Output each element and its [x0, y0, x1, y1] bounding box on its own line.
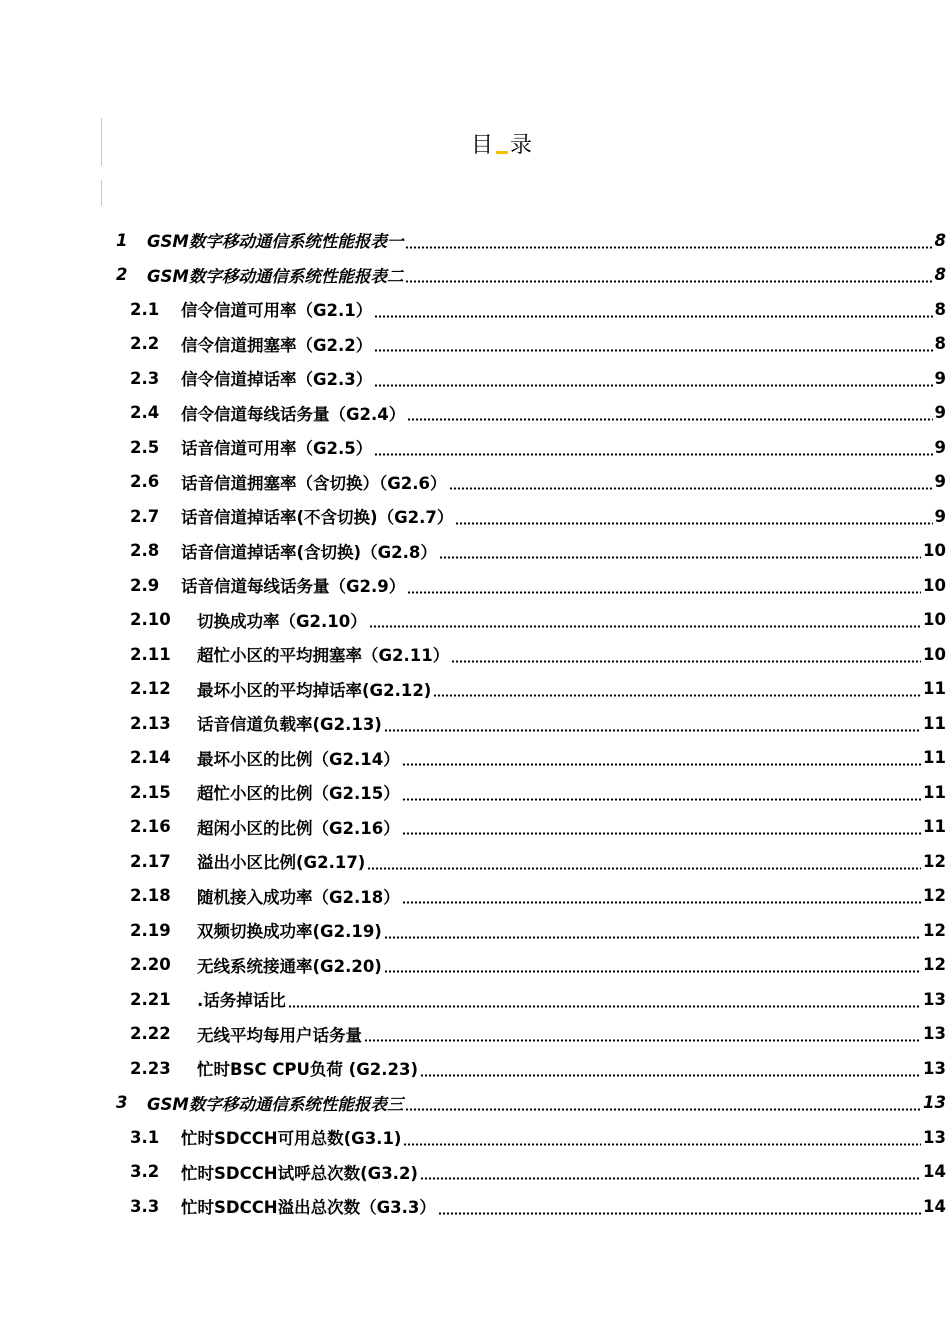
toc-entry-number: 2.10 [130, 610, 171, 630]
toc-dot-leader [384, 936, 921, 939]
toc-entry-number: 2.14 [130, 748, 171, 768]
toc-entry-title: 话音信道可用率（G2.5） [181, 439, 373, 459]
toc-dot-leader [374, 453, 932, 456]
toc-entry-number: 2.15 [130, 782, 171, 802]
toc-entry-title: 话音信道掉话率(不含切换)（G2.7） [181, 508, 454, 528]
toc-entry-page: 9 [934, 506, 946, 526]
toc-entry-number: 2.1 [130, 299, 160, 319]
toc-entry-number: 2.16 [130, 817, 171, 837]
toc-entry[interactable] [0, 499, 950, 534]
toc-dot-leader [402, 798, 921, 801]
toc-entry-page: 14 [923, 1196, 946, 1216]
toc-dot-leader [438, 1212, 921, 1215]
page-title-left: 目 [470, 133, 494, 158]
toc-entry-title: 无线平均每用户话务量 [197, 1025, 362, 1045]
toc-entry[interactable] [0, 637, 950, 672]
toc-dot-leader [374, 384, 932, 387]
toc-dot-leader [384, 970, 921, 973]
toc-entry-title: 忙时SDCCH可用总数(G3.1) [181, 1129, 402, 1149]
toc-entry-title: 忙时BSC CPU负荷 (G2.23) [197, 1060, 418, 1080]
toc-entry-page: 14 [923, 1162, 946, 1182]
toc-entry-page: 12 [923, 955, 946, 975]
toc-entry-title: 最坏小区的平均掉话率(G2.12) [197, 680, 432, 700]
toc-dot-leader [403, 1143, 921, 1146]
toc-dot-leader [455, 522, 932, 525]
toc-entry-number: 2.3 [130, 368, 160, 388]
toc-entry-title: 信令信道拥塞率（G2.2） [181, 335, 373, 355]
toc-entry-title: 溢出小区比例(G2.17) [197, 853, 366, 873]
toc-entry-number: 2.8 [130, 541, 160, 561]
toc-entry-number: 2.18 [130, 886, 171, 906]
table-of-contents [0, 223, 950, 1224]
toc-entry[interactable] [0, 844, 950, 879]
toc-entry[interactable] [0, 396, 950, 431]
toc-dot-leader [420, 1074, 921, 1077]
toc-entry-page: 13 [923, 989, 946, 1009]
toc-entry-title: GSM数字移动通信系统性能报表三 [147, 1094, 404, 1114]
toc-entry-title: 话音信道拥塞率（含切换）（G2.6） [181, 473, 447, 493]
toc-entry-title: 最坏小区的比例（G2.14） [197, 749, 400, 769]
toc-entry-number: 2.20 [130, 955, 171, 975]
toc-entry-page: 10 [923, 541, 946, 561]
toc-entry-number: 2.22 [130, 1024, 171, 1044]
toc-dot-leader [402, 763, 921, 766]
toc-entry-page: 12 [923, 886, 946, 906]
toc-entry-number: 3.3 [130, 1196, 160, 1216]
toc-entry-page: 8 [934, 230, 946, 250]
toc-entry-number: 2.7 [130, 506, 160, 526]
toc-dot-leader [407, 591, 921, 594]
toc-entry-page: 13 [923, 1024, 946, 1044]
toc-entry[interactable] [0, 1051, 950, 1086]
toc-entry[interactable] [0, 327, 950, 362]
toc-entry-page: 9 [934, 472, 946, 492]
toc-dot-leader [405, 1108, 921, 1111]
toc-entry-title: 话音信道掉话率(含切换)（G2.8） [181, 542, 437, 562]
margin-mark-bottom [101, 180, 102, 206]
toc-entry-page: 13 [923, 1127, 946, 1147]
toc-entry-number: 2.4 [130, 403, 160, 423]
toc-entry-title: 话音信道每线话务量（G2.9） [181, 577, 406, 597]
toc-entry-number: 2.5 [130, 437, 160, 457]
toc-entry-number: 2.23 [130, 1058, 171, 1078]
toc-entry[interactable] [0, 568, 950, 603]
toc-entry[interactable] [0, 603, 950, 638]
toc-entry-title: GSM数字移动通信系统性能报表二 [147, 266, 404, 286]
toc-entry-title: 超忙小区的平均拥塞率（G2.11） [197, 646, 450, 666]
toc-entry-number: 1 [116, 230, 128, 250]
toc-entry-number: 2 [116, 265, 128, 285]
toc-entry[interactable] [0, 361, 950, 396]
toc-entry-title: 忙时SDCCH溢出总次数（G3.3） [181, 1198, 436, 1218]
toc-entry-page: 9 [934, 403, 946, 423]
toc-entry-number: 2.12 [130, 679, 171, 699]
toc-entry-number: 3 [116, 1093, 128, 1113]
toc-entry-title: GSM数字移动通信系统性能报表一 [147, 232, 404, 252]
toc-entry[interactable] [0, 534, 950, 569]
toc-entry-number: 2.9 [130, 575, 160, 595]
toc-dot-leader [364, 1039, 921, 1042]
toc-entry-page: 11 [923, 748, 946, 768]
toc-entry-page: 11 [923, 782, 946, 802]
toc-dot-leader [384, 729, 921, 732]
page-title-right: 录 [510, 133, 534, 158]
toc-entry-title: 话音信道负载率(G2.13) [197, 715, 382, 735]
toc-entry[interactable] [0, 292, 950, 327]
toc-entry-page: 11 [923, 679, 946, 699]
toc-dot-leader [374, 315, 932, 318]
toc-dot-leader [374, 349, 932, 352]
toc-dot-leader [451, 660, 921, 663]
toc-entry-page: 11 [923, 713, 946, 733]
toc-entry-page: 13 [923, 1058, 946, 1078]
toc-entry-page: 12 [923, 851, 946, 871]
toc-entry[interactable] [0, 1189, 950, 1224]
toc-entry[interactable] [0, 223, 950, 258]
toc-entry-title: 信令信道掉话率（G2.3） [181, 370, 373, 390]
toc-entry[interactable] [0, 1086, 950, 1121]
toc-entry-title: 切换成功率（G2.10） [197, 611, 367, 631]
toc-dot-leader [405, 280, 932, 283]
toc-entry-title: 双频切换成功率(G2.19) [197, 922, 382, 942]
toc-entry-number: 3.1 [130, 1127, 160, 1147]
toc-entry-number: 2.17 [130, 851, 171, 871]
toc-dot-leader [439, 556, 921, 559]
toc-dot-leader [402, 901, 921, 904]
toc-entry-page: 10 [923, 644, 946, 664]
toc-entry-number: 2.19 [130, 920, 171, 940]
toc-dot-leader [288, 1005, 921, 1008]
toc-entry-page: 10 [923, 575, 946, 595]
toc-entry-number: 2.21 [130, 989, 171, 1009]
toc-entry[interactable] [0, 775, 950, 810]
toc-entry-title: 超闲小区的比例（G2.16） [197, 818, 400, 838]
title-separator [496, 137, 508, 154]
toc-entry-title: 信令信道每线话务量（G2.4） [181, 404, 406, 424]
toc-entry-number: 2.11 [130, 644, 171, 664]
toc-entry-number: 2.13 [130, 713, 171, 733]
toc-entry-page: 12 [923, 920, 946, 940]
toc-entry[interactable] [0, 706, 950, 741]
page-title [0, 128, 950, 159]
toc-entry[interactable] [0, 913, 950, 948]
toc-entry[interactable] [0, 982, 950, 1017]
toc-entry-number: 2.2 [130, 334, 160, 354]
toc-dot-leader [402, 832, 921, 835]
toc-entry-page: 8 [934, 265, 946, 285]
toc-entry-page: 9 [934, 368, 946, 388]
toc-dot-leader [449, 487, 933, 490]
toc-entry-page: 8 [934, 299, 946, 319]
toc-dot-leader [367, 867, 921, 870]
toc-entry-page: 8 [934, 334, 946, 354]
toc-dot-leader [433, 694, 921, 697]
toc-entry[interactable] [0, 1120, 950, 1155]
toc-entry-title: 忙时SDCCH试呼总次数(G3.2) [181, 1163, 418, 1183]
toc-entry-title: .话务掉话比 [197, 991, 286, 1011]
toc-entry[interactable] [0, 1155, 950, 1190]
toc-entry-page: 10 [923, 610, 946, 630]
toc-entry[interactable] [0, 741, 950, 776]
toc-entry-title: 随机接入成功率（G2.18） [197, 887, 400, 907]
toc-entry-page: 13 [923, 1093, 946, 1113]
toc-entry-title: 无线系统接通率(G2.20) [197, 956, 382, 976]
toc-entry-title: 超忙小区的比例（G2.15） [197, 784, 400, 804]
toc-dot-leader [407, 418, 932, 421]
toc-dot-leader [420, 1177, 921, 1180]
toc-entry[interactable] [0, 465, 950, 500]
toc-entry-number: 3.2 [130, 1162, 160, 1182]
toc-entry[interactable] [0, 672, 950, 707]
toc-dot-leader [369, 625, 921, 628]
toc-entry[interactable] [0, 1017, 950, 1052]
toc-entry-number: 2.6 [130, 472, 160, 492]
toc-entry[interactable] [0, 258, 950, 293]
toc-entry-page: 9 [934, 437, 946, 457]
toc-entry[interactable] [0, 430, 950, 465]
toc-dot-leader [405, 246, 932, 249]
toc-entry[interactable] [0, 948, 950, 983]
toc-entry-page: 11 [923, 817, 946, 837]
toc-entry[interactable] [0, 879, 950, 914]
toc-entry-title: 信令信道可用率（G2.1） [181, 301, 373, 321]
toc-entry[interactable] [0, 810, 950, 845]
